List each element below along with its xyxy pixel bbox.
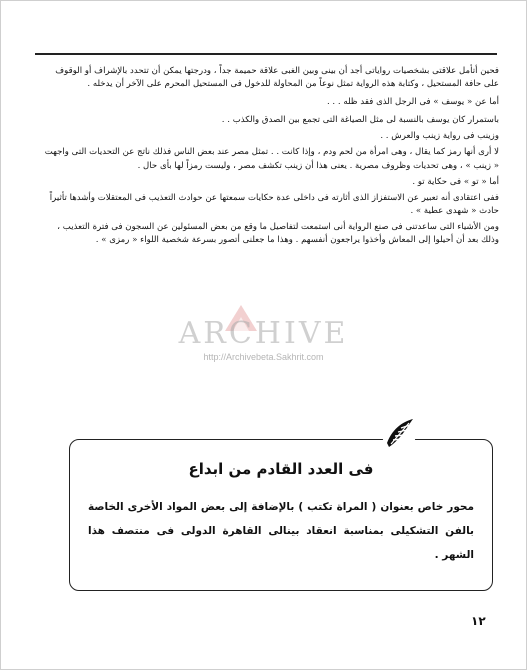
page-number: ١٢: [471, 614, 486, 628]
announcement-title: فى العدد القادم من ابداع: [188, 460, 374, 478]
article-paragraph: أما عن « يوسف » فى الرجل الذى فقد ظله . . .: [326, 97, 499, 108]
top-rule: [35, 53, 497, 55]
article-paragraph: أما « تو » فى حكاية تو .: [412, 176, 499, 187]
article-paragraph: ومن الأشياء التى ساعدتنى فى صنع الرواية أنى استمعت لتفاصيل ما وقع من بعض المسئولين عن السجون فى فترة التعذيب ، وذلك بعد أن أحيلوا إلى المعاش وأخذوا يراجعون أنفسهم . وهذا ما جعلنى أتصور بسرعة شخصية اللواء « رمزى » .: [57, 221, 499, 246]
announcement-text: محور خاص بعنوان ( المراة تكتب ) بالإضافة إلى بعض المواد الأخرى الخاصة بالفن التشكيلى بمناسبة انعقاد بينالى القاهرة الدولى فى منتصف هذا الشهر .: [88, 501, 474, 561]
article-paragraph: لا أرى أنها رمز كما يقال ، وهى امرأة من لحم ودم ، وإذا كانت . . تمثل مصر عند بعض الناس فذلك ناتج عن التحديات التى واجهت « زينب » ، وهى تحديات وظروف مصرية . يعنى هذا أن زينب تكشف مصر ، وليست رمزاً لها بأى حال .: [44, 147, 499, 171]
article-paragraph: وزينب فى رواية زينب والعرش . .: [380, 131, 499, 142]
article-paragraph: باستمرار كان يوسف بالنسبة لى مثل الصياغة التى تجمع بين الصدق والكذب . .: [221, 115, 499, 126]
announcement-box: [69, 439, 493, 591]
watermark-url: http://Archivebeta.Sakhrit.com: [203, 352, 324, 362]
archive-watermark: [1, 317, 526, 363]
article-body: [41, 65, 499, 250]
watermark-logo: ARCHIVE: [178, 316, 349, 351]
feather-ornament-icon: [379, 413, 419, 455]
article-paragraph: فحين أتأمل علاقتى بشخصيات رواياتى أجد أن بينى وبين الغبى علاقة حميمة جداً ، ودرجتها يمكن أن تتحدد بالإشراف أو الوقوف على حافة المستحيل ، وكتابة هذه الرواية تمثل نوعاً من المحاولة للدخول فى المستحيل المحرم على الآخر أن يدخله .: [55, 66, 499, 90]
article-paragraph: ففى اعتقادى أنه تعبير عن الاستفزاز الذى أثارته فى داخلى عدة حكايات سمعتها عن حوادث التعذيب فى المعتقلات وأشدها تأثيراً حادث « شهدى عطية » .: [49, 192, 499, 216]
